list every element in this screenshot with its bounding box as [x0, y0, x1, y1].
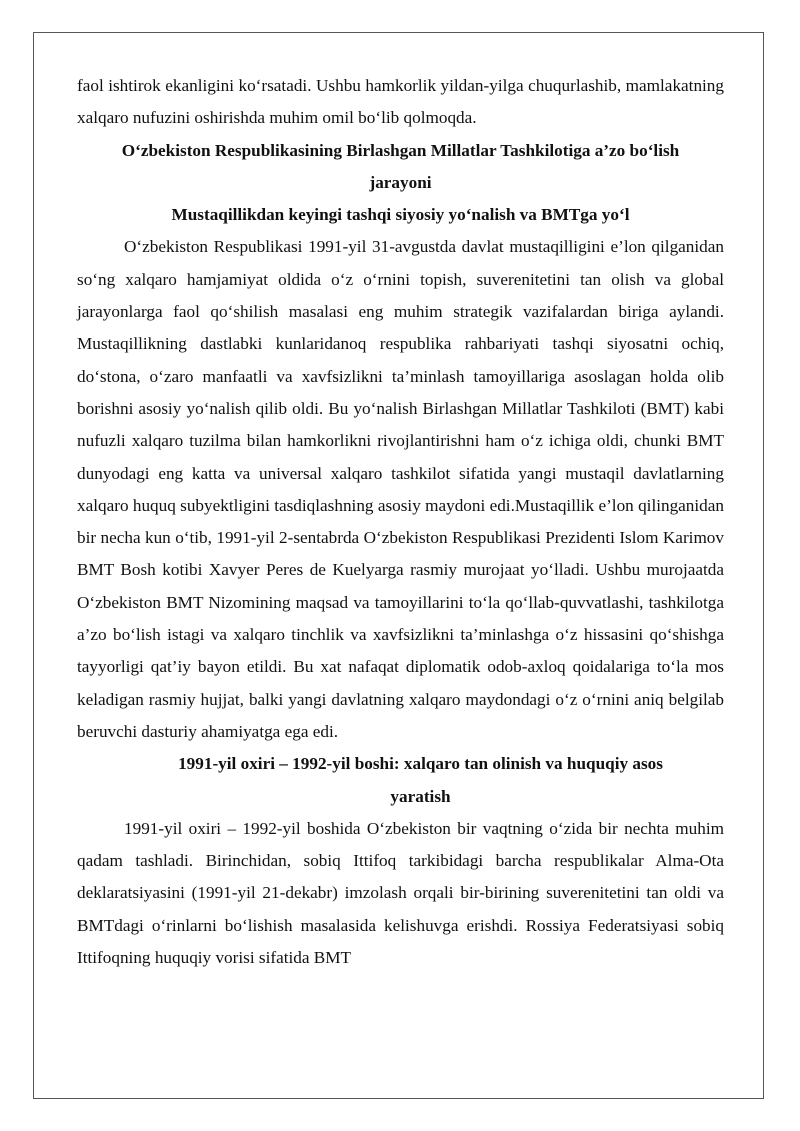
body-paragraph-independence: O‘zbekiston Respublikasi 1991-yil 31-avgustda davlat mustaqilligini e’lon qilganidan so‘ng xalqaro hamjamiyat oldida o‘z o‘rnini topish, suverenitetini tan olish va global jarayonlarga faol qo‘shilish masalasi eng muhim strategik vazifalardan biriga aylandi. Mustaqillikning dastlabki kunlaridanoq respublika rahbariyati tashqi siyosatni ochiq, do‘stona, o‘zaro manfaatli va xavfsizlikni ta’minlash tamoyillariga asoslagan holda olib borishni asosiy yo‘nalish qilib oldi. Bu yo‘nalish Birlashgan Millatlar Tashkiloti (BMT) kabi nufuzli xalqaro tuzilma bilan hamkorlikni rivojlantirishni ham o‘z ichiga oldi, chunki BMT dunyodagi eng katta va universal xalqaro tashkilot sifatida yangi mustaqil davlatlarning xalqaro huquq subyektligini tasdiqlashning asosiy maydoni edi.Mustaqillik e’lon qilinganidan bir necha kun o‘tib, 1991-yil 2-sentabrda O‘zbekiston Respublikasi Prezidenti Islom Karimov BMT Bosh kotibi Xavyer Peres de Kuelyarga rasmiy murojaat yo‘lladi. Ushbu murojaatda O‘zbekiston BMT Nizomining maqsad va tamoyillarini to‘la qo‘llab-quvvatlashi, tashkilotga a’zo bo‘lish istagi va xalqaro tinchlik va xavfsizlikni ta’minlashga o‘z hissasini qo‘shishga tayyorligi qat’iy bayon etildi. Bu xat nafaqat diplomatik odob-axloq qoidalariga to‘la mos keladigan rasmiy hujjat, balki yangi davlatning xalqaro maydondagi o‘z o‘rnini aniq belgilab beruvchi dasturiy ahamiyatga ega edi. [77, 237, 724, 741]
subsection-title-recognition: 1991-yil oxiri – 1992-yil boshi: xalqaro tan olinish va huquqiy asos yaratish [178, 754, 663, 806]
document-body [77, 70, 724, 974]
continuation-paragraph: faol ishtirok ekanligini ko‘rsatadi. Ushbu hamkorlik yildan-yilga chuqurlashib, mamlakatning xalqaro nufuzini oshirishda muhim omil bo‘lib qolmoqda. [77, 76, 724, 128]
subsection-title-independence: Mustaqillikdan keyingi tashqi siyosiy yo‘nalish va BMTga yo‘l [171, 205, 630, 225]
section-title: O‘zbekiston Respublikasining Birlashgan Millatlar Tashkilotiga a’zo bo‘lish jarayoni [121, 140, 680, 192]
body-paragraph-recognition: 1991-yil oxiri – 1992-yil boshida O‘zbekiston bir vaqtning o‘zida bir nechta muhim qadam tashladi. Birinchidan, sobiq Ittifoq tarkibidagi barcha respublikalar Alma-Ota deklaratsiyasini (1991-yil 21-dekabr) imzolash orqali bir-birining suverenitetini tan oldi va BMTdagi o‘rinlarni bo‘lishish masalasida kelishuvga erishdi. Rossiya Federatsiyasi sobiq Ittifoqning huquqiy vorisi sifatida BMT [77, 818, 724, 968]
